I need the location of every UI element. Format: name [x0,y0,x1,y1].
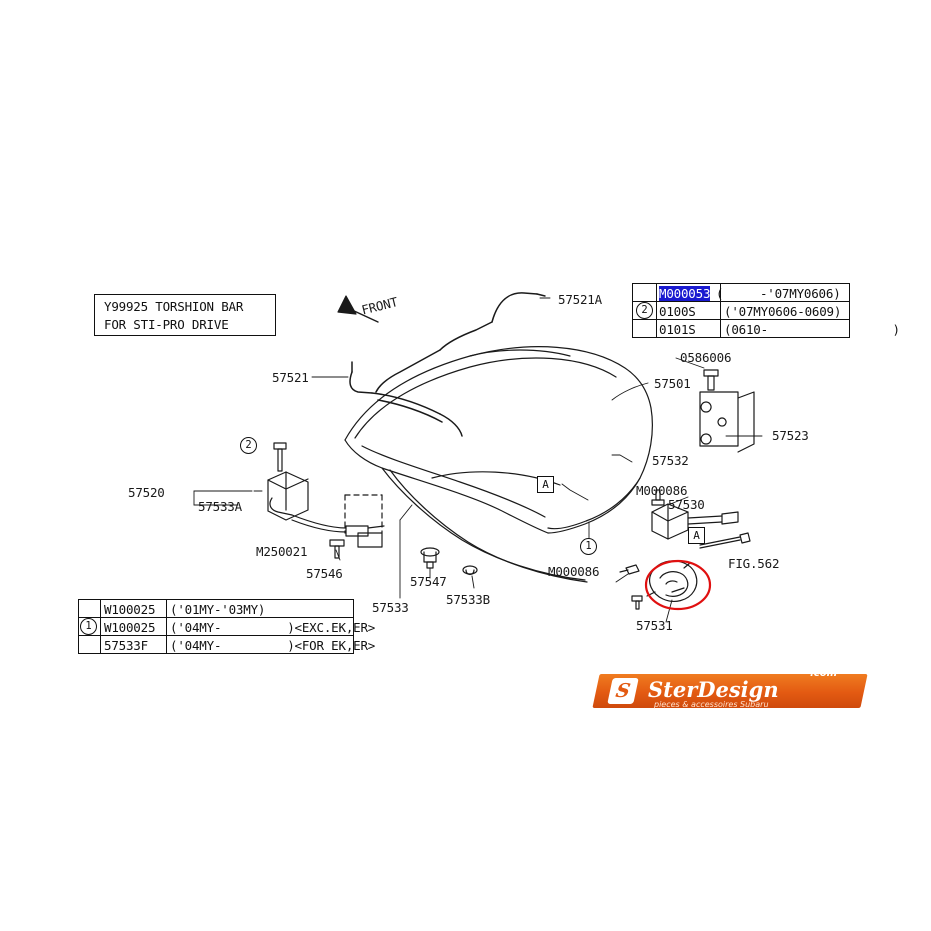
mark-a-left: A [537,476,554,493]
label-m000086-bottom: M000086 [548,564,600,579]
label-m250021: M250021 [256,544,308,559]
table-top-row-divider-1 [632,301,850,302]
label-57520: 57520 [128,485,165,500]
table-top-code-1: M000053 [659,286,711,301]
label-57521a: 57521A [558,292,602,307]
table-bottom-row-divider-1 [78,617,354,618]
mark-a-right: A [688,527,705,544]
label-57533b: 57533B [446,592,490,607]
table-top-marker: 2 [636,302,653,319]
table-bottom-code-2: W100025 [104,620,156,635]
table-top-range-3: (0610- ) [724,322,900,337]
table-top-range-2: ('07MY0606-0609) [724,304,842,319]
watermark-logo-letter: S [613,680,633,702]
table-top-range-1: ( -'07MY0606) [716,286,841,301]
sterdesign-watermark [596,668,864,716]
label-57547: 57547 [410,574,447,589]
label-57532: 57532 [652,453,689,468]
table-bottom-row-divider-2 [78,635,354,636]
watermark-name: SterDesign [648,677,779,702]
table-top-code-2: 0100S [659,304,696,319]
label-57523: 57523 [772,428,809,443]
table-bottom-marker-divider [100,599,101,654]
table-bottom-range-2: ('04MY- )<EXC.EK,ER> [170,620,376,635]
label-57533a: 57533A [198,499,242,514]
label-m000086-top: M000086 [636,483,688,498]
table-top-marker-divider [656,283,657,338]
table-top-code-3: 0101S [659,322,696,337]
label-fig562: FIG.562 [728,556,780,571]
note-line-1: Y99925 TORSHION BAR [104,299,244,314]
callout-2-diagram: 2 [240,437,257,454]
table-bottom-range-3: ('04MY- )<FOR EK,ER> [170,638,376,653]
watermark-tagline: pieces & accessoires Subaru [654,700,769,709]
table-top-row-divider-2 [632,319,850,320]
callout-1-diagram: 1 [580,538,597,555]
label-57531: 57531 [636,618,673,633]
label-57521: 57521 [272,370,309,385]
table-bottom-marker: 1 [80,618,97,635]
table-bottom-code-1: W100025 [104,602,156,617]
label-57501: 57501 [654,376,691,391]
label-0586006: 0586006 [680,350,732,365]
watermark-logo-square [607,678,639,704]
highlight-circle-57531 [646,561,710,609]
label-57530: 57530 [668,497,705,512]
table-bottom-col-divider [166,599,167,654]
label-57546: 57546 [306,566,343,581]
watermark-dotcom: .com [810,668,838,679]
table-bottom-code-3: 57533F [104,638,148,653]
front-arrow-label: FRONT [360,294,400,318]
note-line-2: FOR STI-PRO DRIVE [104,317,229,332]
table-bottom-range-1: ('01MY-'03MY) [170,602,266,617]
label-57533: 57533 [372,600,409,615]
